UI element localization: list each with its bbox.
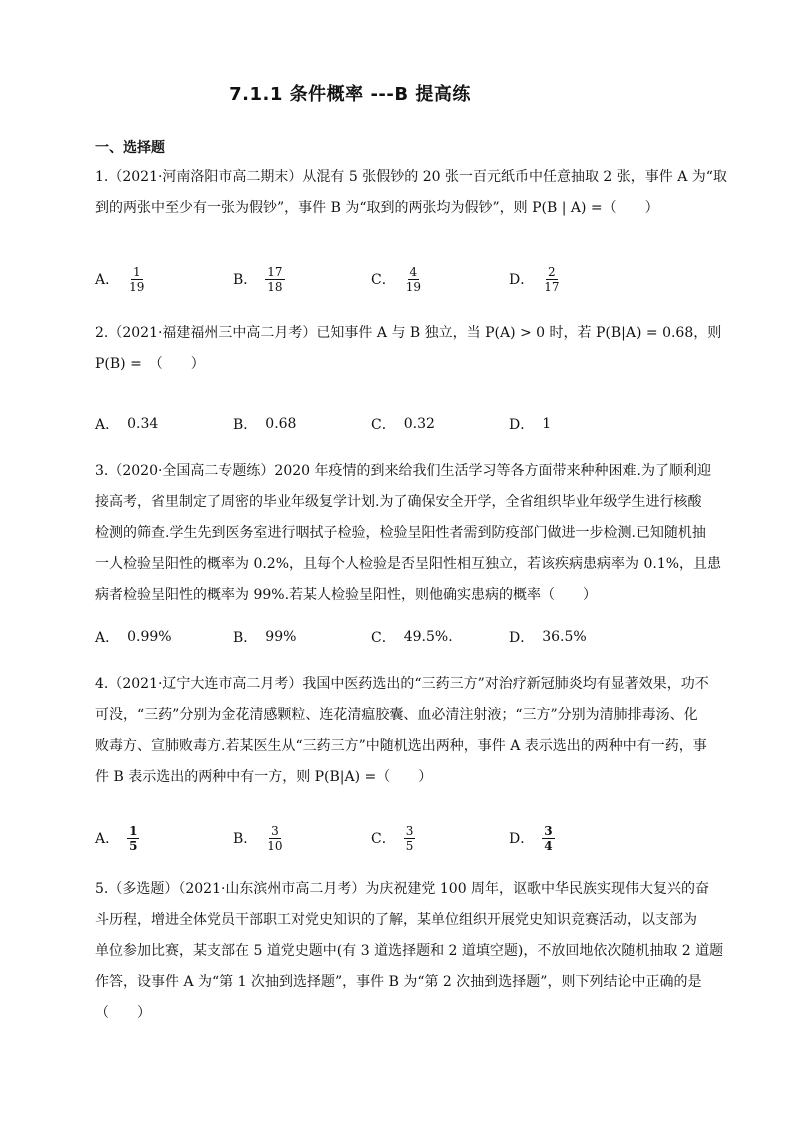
- option-c[interactable]: [371, 404, 435, 444]
- option-label: C．: [371, 417, 396, 433]
- question-5-line-4: 作答，设事件 A 为“第 1 次抽到选择题”，事件 B 为“第 2 次抽到选择题”，则下列结论中正确的是: [95, 974, 702, 990]
- option-label: A．: [95, 831, 120, 847]
- numerator: 2: [548, 264, 556, 279]
- denominator: 18: [267, 279, 283, 294]
- question-1-line-1: 1.（2021·河南洛阳市高二期末）从混有 5 张假钞的 20 张一百元纸币中任意抽取 2 张，事件 A 为“取: [95, 169, 727, 185]
- fraction: [127, 265, 146, 294]
- question-1-options: [95, 259, 715, 299]
- denominator: 5: [405, 838, 414, 853]
- option-label: A．: [95, 417, 120, 433]
- option-value: 1: [542, 416, 552, 432]
- option-a[interactable]: [95, 404, 158, 444]
- option-c[interactable]: [371, 617, 453, 657]
- option-value: 0.34: [127, 416, 159, 432]
- denominator: 4: [544, 838, 553, 853]
- denominator: 10: [267, 838, 283, 853]
- question-1-line-2: 到的两张中至少有一张为假钞”，事件 B 为“取到的两张均为假钞”，则 P(B | A) =（ ）: [95, 200, 659, 216]
- question-1: [95, 162, 727, 224]
- question-5: [95, 874, 724, 1029]
- fraction: [404, 824, 416, 853]
- question-5-line-1: 5.（多选题）（2021·山东滨州市高二月考）为庆祝建党 100 周年，讴歌中华民族实现伟大复兴的奋: [95, 881, 710, 897]
- option-value: 0.68: [265, 416, 297, 432]
- option-label: C．: [371, 272, 396, 288]
- question-3-line-3: 检测的筛查.学生先到医务室进行咽拭子检验，检验呈阳性者需到防疫部门做进一步检测.已知随机抽: [95, 525, 706, 541]
- option-b[interactable]: [233, 818, 285, 858]
- numerator: 1: [129, 823, 138, 838]
- option-label: B．: [233, 630, 258, 646]
- question-5-line-3: 单位参加比赛，某支部在 5 道党史题中(有 3 道选择题和 2 道填空题)，不放回地依次随机抽取 2 道题: [95, 943, 724, 959]
- option-label: D．: [509, 417, 535, 433]
- option-a[interactable]: [95, 259, 146, 299]
- option-d[interactable]: [509, 404, 551, 444]
- option-value: 0.32: [403, 416, 435, 432]
- question-2-line-1: 2.（2021·福建福州三中高二月考）已知事件 A 与 B 独立，当 P(A) > 0 时，若 P(B|A) = 0.68，则: [95, 325, 722, 341]
- numerator: 3: [271, 823, 279, 838]
- numerator: 17: [267, 264, 283, 279]
- question-2-line-2: P(B) = （ ）: [95, 356, 205, 372]
- question-5-line-5: （ ）: [95, 1005, 151, 1021]
- question-3-options: [95, 617, 715, 657]
- denominator: 19: [405, 279, 421, 294]
- question-3: [95, 456, 722, 611]
- page-title: 7.1.1 条件概率 ---B 提高练: [229, 84, 471, 105]
- option-label: D．: [509, 831, 535, 847]
- option-d[interactable]: [509, 259, 562, 299]
- option-c[interactable]: [371, 818, 415, 858]
- option-value: 36.5%: [542, 629, 587, 645]
- option-value: 99%: [265, 629, 297, 645]
- option-label: D．: [509, 630, 535, 646]
- fraction: [404, 265, 423, 294]
- numerator: 1: [132, 264, 141, 279]
- option-label: C．: [371, 831, 396, 847]
- question-3-line-1: 3.（2020·全国高二专题练）2020 年疫情的到来给我们生活学习等各方面带来种种困难.为了顺利迎: [95, 463, 711, 479]
- numerator: 4: [409, 264, 418, 279]
- option-label: D．: [509, 272, 535, 288]
- option-c[interactable]: [371, 259, 423, 299]
- numerator: 3: [405, 823, 414, 838]
- option-label: B．: [233, 417, 258, 433]
- fraction: [542, 824, 554, 853]
- question-4-line-3: 败毒方、宣肺败毒方.若某医生从“三药三方”中随机选出两种，事件 A 表示选出的两种中有一药，事: [95, 738, 707, 754]
- question-4-options: [95, 818, 715, 858]
- option-a[interactable]: [95, 818, 139, 858]
- question-2: [95, 318, 722, 380]
- option-label: B．: [233, 272, 258, 288]
- fraction: [127, 824, 139, 853]
- option-d[interactable]: [509, 617, 587, 657]
- question-4-line-2: 可没，“三药”分别为金花清感颗粒、连花清瘟胶囊、血必清注射液；“三方”分别为清肺排毒汤、化: [95, 707, 698, 723]
- option-value: 49.5%.: [403, 629, 453, 645]
- question-3-line-4: 一人检验呈阳性的概率为 0.2%，且每个人检验是否呈阳性相互独立，若该疾病患病率为 0.1%，且患: [95, 556, 722, 572]
- denominator: 5: [129, 838, 138, 853]
- section-heading: 一、选择题: [95, 140, 165, 156]
- fraction: [542, 265, 561, 294]
- fraction: [265, 824, 284, 853]
- question-4-line-4: 件 B 表示选出的两种中有一方，则 P(B|A) =（ ）: [95, 769, 433, 785]
- option-b[interactable]: [233, 259, 285, 299]
- question-5-line-2: 斗历程，增进全体党员干部职工对党史知识的了解，某单位组织开展党史知识竞赛活动，以支部为: [95, 912, 697, 928]
- option-d[interactable]: [509, 818, 555, 858]
- question-2-options: [95, 404, 715, 444]
- question-4-line-1: 4.（2021·辽宁大连市高二月考）我国中医药选出的“三药三方”对治疗新冠肺炎均有显著效果，功不: [95, 676, 709, 692]
- denominator: 19: [129, 279, 145, 294]
- question-4: [95, 669, 707, 793]
- option-b[interactable]: [233, 617, 296, 657]
- option-value: 0.99%: [127, 629, 172, 645]
- numerator: 3: [544, 823, 553, 838]
- option-a[interactable]: [95, 617, 172, 657]
- option-label: A．: [95, 272, 120, 288]
- option-b[interactable]: [233, 404, 296, 444]
- option-label: A．: [95, 630, 120, 646]
- question-3-line-2: 接高考，省里制定了周密的毕业年级复学计划.为了确保安全开学，全省组织毕业年级学生进行核酸: [95, 494, 702, 510]
- option-label: B．: [233, 831, 258, 847]
- fraction: [265, 265, 284, 294]
- denominator: 17: [544, 279, 560, 294]
- question-3-line-5: 病者检验呈阳性的概率为 99%.若某人检验呈阳性，则他确实患病的概率（ ）: [95, 587, 598, 603]
- option-label: C．: [371, 630, 396, 646]
